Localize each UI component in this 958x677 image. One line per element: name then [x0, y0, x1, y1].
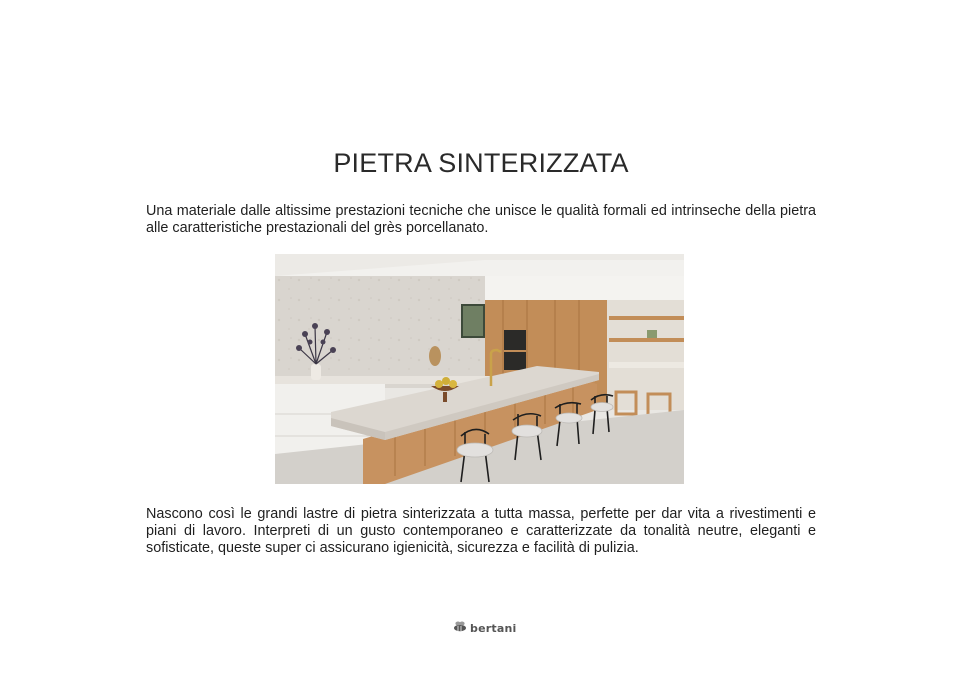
body-paragraph: Nascono così le grandi lastre di pietra sinterizzata a tutta massa, perfette per dar vita a rivestimenti e piani di lavoro. Interpreti di un gusto contemporaneo e caratterizzate da tonalità neutre, eleganti e sofisticate, queste super ci assicurano igienicità, sicurezza e facilità di pulizia. — [146, 506, 816, 556]
kitchen-photo — [275, 254, 684, 484]
intro-paragraph: Una materiale dalle altissime prestazioni tecniche che unisce le qualità formali ed intrinseche della pietra alle caratteristiche prestazionali del grès porcellanato. — [146, 203, 816, 236]
bertani-logo — [452, 620, 516, 636]
page-title: PIETRA SINTERIZZATA — [333, 148, 629, 179]
bee-icon — [452, 619, 468, 637]
logo-text: bertani — [470, 621, 517, 635]
